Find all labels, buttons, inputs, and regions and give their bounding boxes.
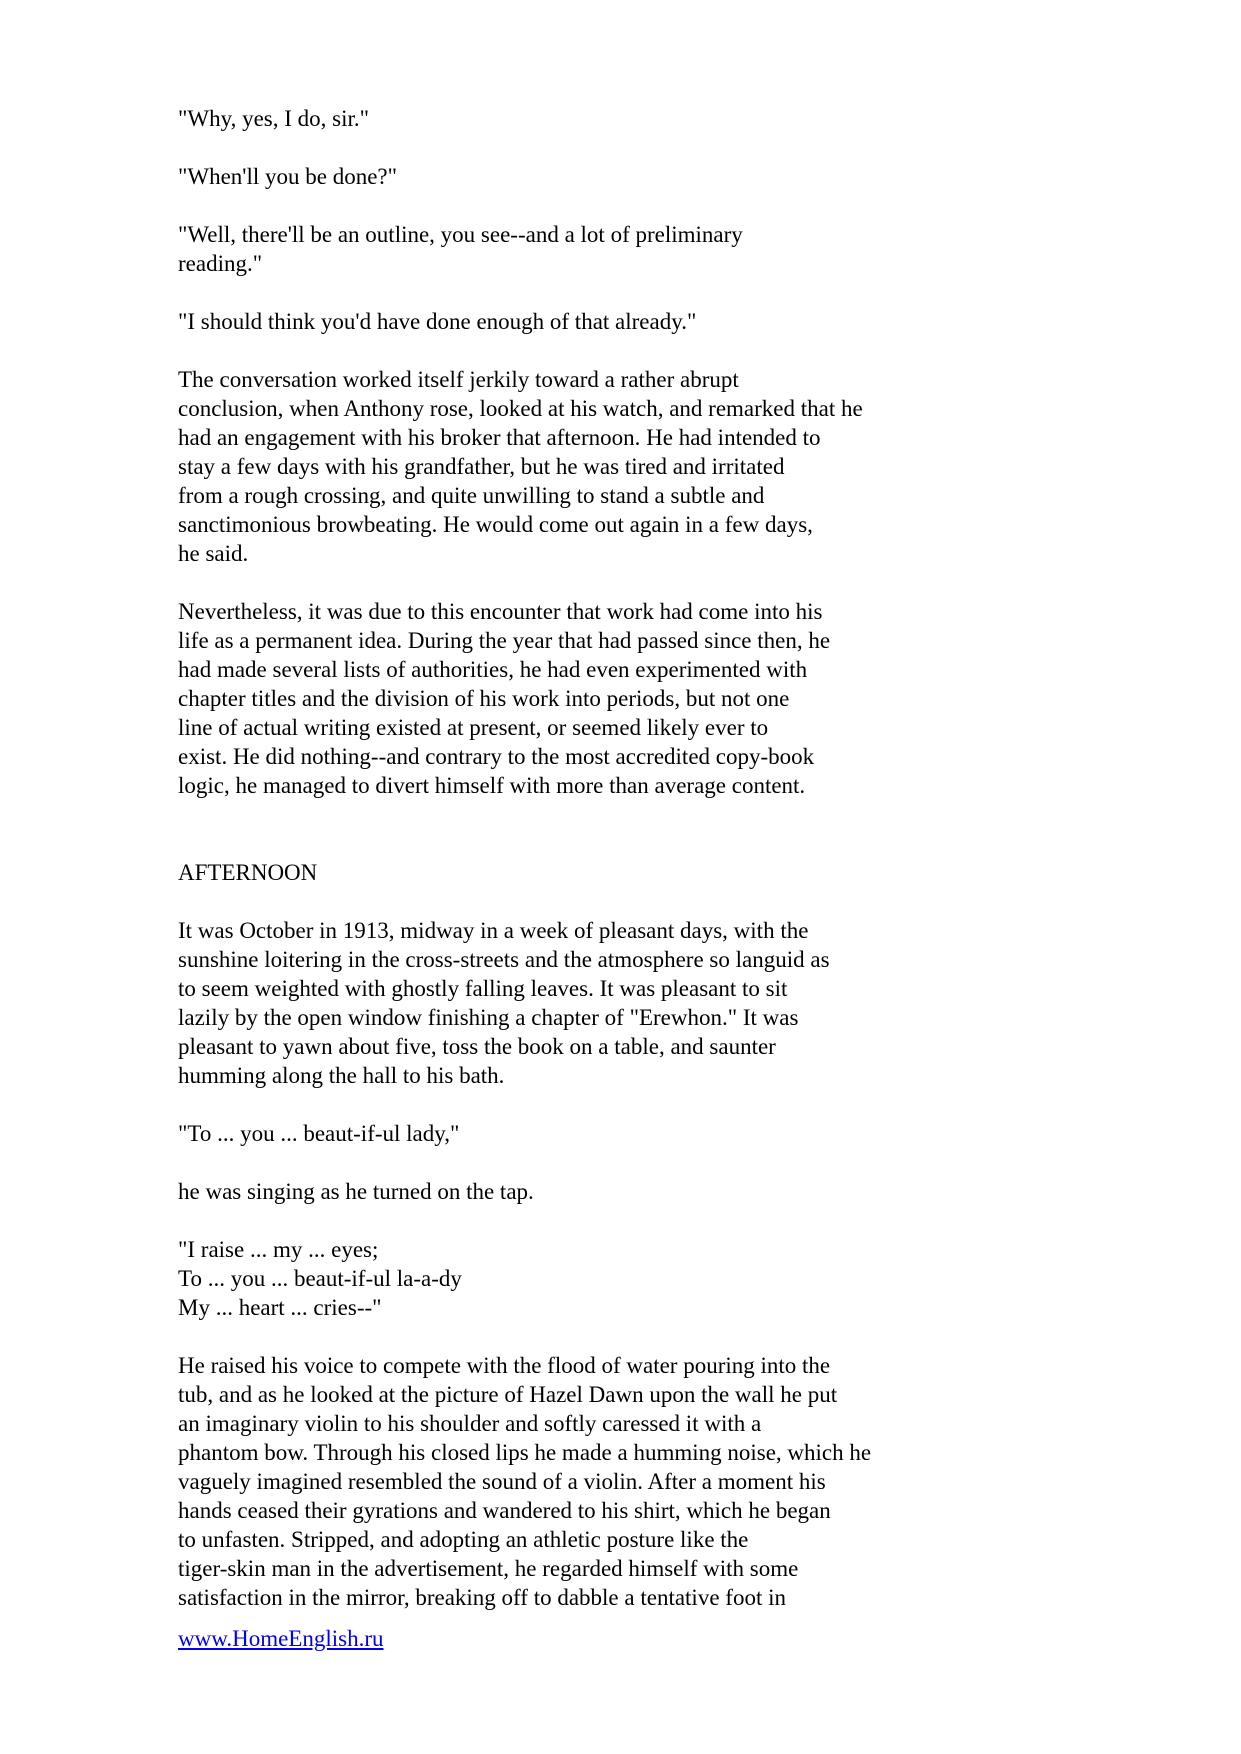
- paragraph: It was October in 1913, midway in a week of pleasant days, with the sunshine loitering in the cross-streets and the atmosphere so languid as to seem weighted with ghostly falling leaves. It was pleasant to sit lazily by the open window finishing a chapter of "Erewhon." It was pleasant to yawn about five, toss the book on a table, and saunter humming along the hall to his bath.: [178, 918, 830, 1088]
- paragraph: The conversation worked itself jerkily toward a rather abrupt conclusion, when Anthony rose, looked at his watch, and remarked that he had an engagement with his broker that afternoon. He had intended to stay a few days with his grandfather, but he was tired and irritated from a rough crossing, and quite unwilling to stand a subtle and sanctimonious browbeating. He would come out again in a few days, he said.: [178, 367, 863, 566]
- document-body: [178, 104, 1178, 1641]
- paragraph: Nevertheless, it was due to this encounter that work had come into his life as a permanent idea. During the year that had passed since then, he had made several lists of authorities, he had even experimented with chapter titles and the division of his work into periods, but not one line of actual writing existed at present, or seemed likely ever to exist. He did nothing--and contrary to the most accredited copy-book logic, he managed to divert himself with more than average content.: [178, 599, 831, 798]
- paragraph: "To ... you ... beaut-if-ul lady,": [178, 1121, 460, 1146]
- paragraph: "Well, there'll be an outline, you see--and a lot of preliminary reading.": [178, 222, 743, 276]
- paragraph: "When'll you be done?": [178, 164, 397, 189]
- section-heading: AFTERNOON: [178, 860, 318, 885]
- paragraph: "Why, yes, I do, sir.": [178, 106, 370, 131]
- footer-website-link[interactable]: www.HomeEnglish.ru: [178, 1626, 384, 1651]
- paragraph: He raised his voice to compete with the flood of water pouring into the tub, and as he looked at the picture of Hazel Dawn upon the wall he put an imaginary violin to his shoulder and softly caressed it with a phantom bow. Through his closed lips he made a humming noise, which he vaguely imagined resembled the sound of a violin. After a moment his hands ceased their gyrations and wandered to his shirt, which he began to unfasten. Stripped, and adopting an athletic posture like the tiger-skin man in the advertisement, he regarded himself with some satisfaction in the mirror, breaking off to dabble a tentative foot in: [178, 1353, 872, 1610]
- song-lyrics: "I raise ... my ... eyes; To ... you ... beaut-if-ul la-a-dy My ... heart ... cries--": [178, 1237, 462, 1320]
- paragraph: "I should think you'd have done enough of that already.": [178, 309, 697, 334]
- paragraph: he was singing as he turned on the tap.: [178, 1179, 534, 1204]
